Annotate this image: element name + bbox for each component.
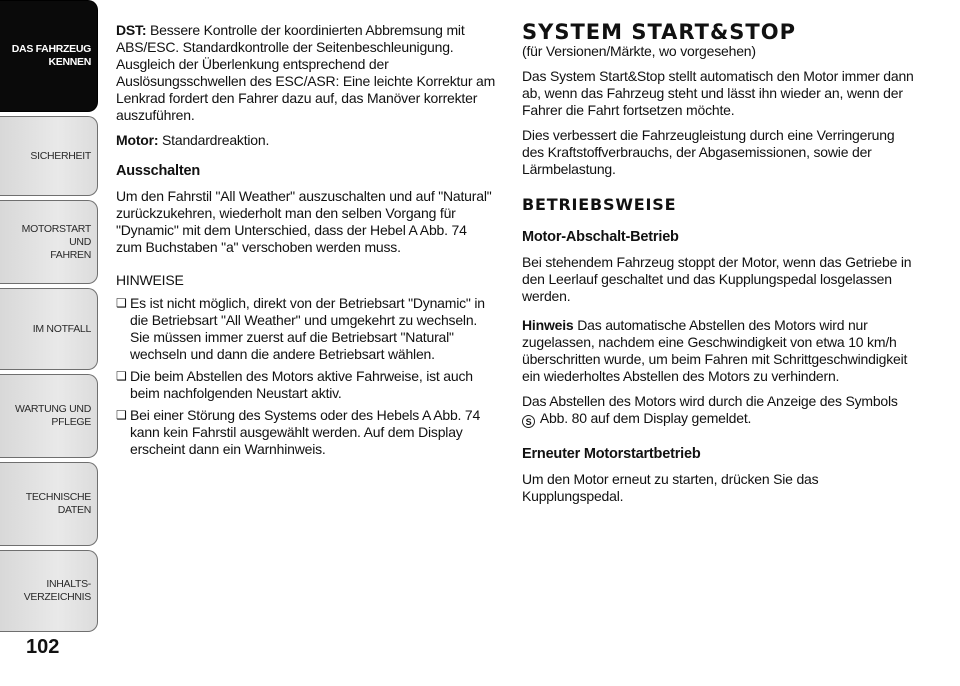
tab-inhaltsverzeichnis[interactable]: INHALTS- VERZEICHNIS xyxy=(0,550,98,632)
betriebsweise-heading: BETRIEBSWEISE xyxy=(522,195,677,214)
left-column xyxy=(116,22,496,463)
intro-paragraph-1: Das System Start&Stop stellt automatisch den Motor immer dann ab, wenn das Fahrzeug steht und lässt ihn wieder an, wenn der Fahrer die Fahrt fortsetzen möchte. xyxy=(522,68,914,118)
motor-abschalt-text: Bei stehendem Fahrzeug stoppt der Motor, wenn das Getriebe in den Leerlauf geschaltet und das Kupplungspedal losgelassen werden. xyxy=(522,254,912,304)
hinweis-paragraph xyxy=(522,317,914,385)
tab-technische-daten[interactable]: TECHNISCHE DATEN xyxy=(0,462,98,546)
hinweise-label: HINWEISE xyxy=(116,272,184,288)
erneuter-motorstart-text: Um den Motor erneut zu starten, drücken Sie das Kupplungspedal. xyxy=(522,471,819,504)
tab-das-fahrzeug-kennen[interactable]: DAS FAHRZEUG KENNEN xyxy=(0,0,98,112)
symbol-text-2: Abb. 80 auf dem Display gemeldet. xyxy=(539,410,752,426)
start-stop-symbol-icon: S xyxy=(522,415,535,428)
intro-paragraph-2: Dies verbessert die Fahrzeugleistung durch eine Verringerung des Kraftstoffverbrauchs, der Abgasemissionen, sowie der Lärmbelastung. xyxy=(522,127,895,177)
hinweis-text: Das automatische Abstellen des Motors wird nur zugelassen, nachdem eine Geschwindigkeit von etwa 10 km/h überschritten wurde, um beim Fahren mit Schrittgeschwindigkeit ein wiederholtes Abstellen des Motors zu verhindern. xyxy=(522,317,908,384)
dst-paragraph xyxy=(116,22,496,124)
dst-text: Bessere Kontrolle der koordinierten Abbremsung mit ABS/ESC. Standardkontrolle der Seitenbeschleunigung. Ausgleich der Überlenkung entsprechend der Auslösungsschwellen des ESC/ASR: Eine leichte Korrektur am Lenkrad fordert den Fahrer dazu auf, das Manöver korrekter auszuführen. xyxy=(116,22,496,123)
symbol-text-1: Das Abstellen des Motors wird durch die Anzeige des Symbols xyxy=(522,393,898,409)
motor-label: Motor: xyxy=(116,132,159,148)
section-title: SYSTEM START&STOP xyxy=(522,20,796,44)
list-item: ❑ Die beim Abstellen des Motors aktive Fahrweise, ist auch beim nachfolgenden Neustart aktiv. xyxy=(116,368,496,402)
list-item: ❑ Bei einer Störung des Systems oder des Hebels A Abb. 74 kann kein Fahrstil ausgewählt werden. Auf dem Display erscheint dann ein Warnhinweis. xyxy=(116,407,496,458)
erneuter-motorstart-heading: Erneuter Motorstartbetrieb xyxy=(522,446,701,462)
ausschalten-text: Um den Fahrstil "All Weather" auszuschalten und auf "Natural" zurückzukehren, wiederholt man den selben Vorgang für "Dynamic" mit dem Unterschied, dass der Hebel A Abb. 74 zum Buchstaben "a" verschoben werden muss. xyxy=(116,188,492,255)
page-number: 102 xyxy=(26,636,60,658)
tab-im-notfall[interactable]: IM NOTFALL xyxy=(0,288,98,370)
tab-motorstart-und-fahren[interactable]: MOTORSTART UND FAHREN xyxy=(0,200,98,284)
symbol-paragraph xyxy=(522,393,914,428)
motor-abschalt-heading: Motor-Abschalt-Betrieb xyxy=(522,229,679,245)
section-subtitle: (für Versionen/Märkte, wo vorgesehen) xyxy=(522,43,756,59)
right-column xyxy=(522,20,914,513)
hinweis-label: Hinweis xyxy=(522,317,574,333)
tab-wartung-und-pflege[interactable]: WARTUNG UND PFLEGE xyxy=(0,374,98,458)
list-item: ❑ Es ist nicht möglich, direkt von der Betriebsart "Dynamic" in die Betriebsart "All Weather" und umgekehrt zu wechseln. Sie müssen immer zuerst auf die Betriebsart "Natural" wechseln und dann die andere Betriebsart wählen. xyxy=(116,295,496,363)
motor-text: Standardreaktion. xyxy=(162,132,270,148)
tab-sicherheit[interactable]: SICHERHEIT xyxy=(0,116,98,196)
hinweise-list xyxy=(116,295,496,458)
dst-label: DST: xyxy=(116,22,147,38)
motor-paragraph xyxy=(116,132,496,149)
ausschalten-heading: Ausschalten xyxy=(116,163,201,179)
